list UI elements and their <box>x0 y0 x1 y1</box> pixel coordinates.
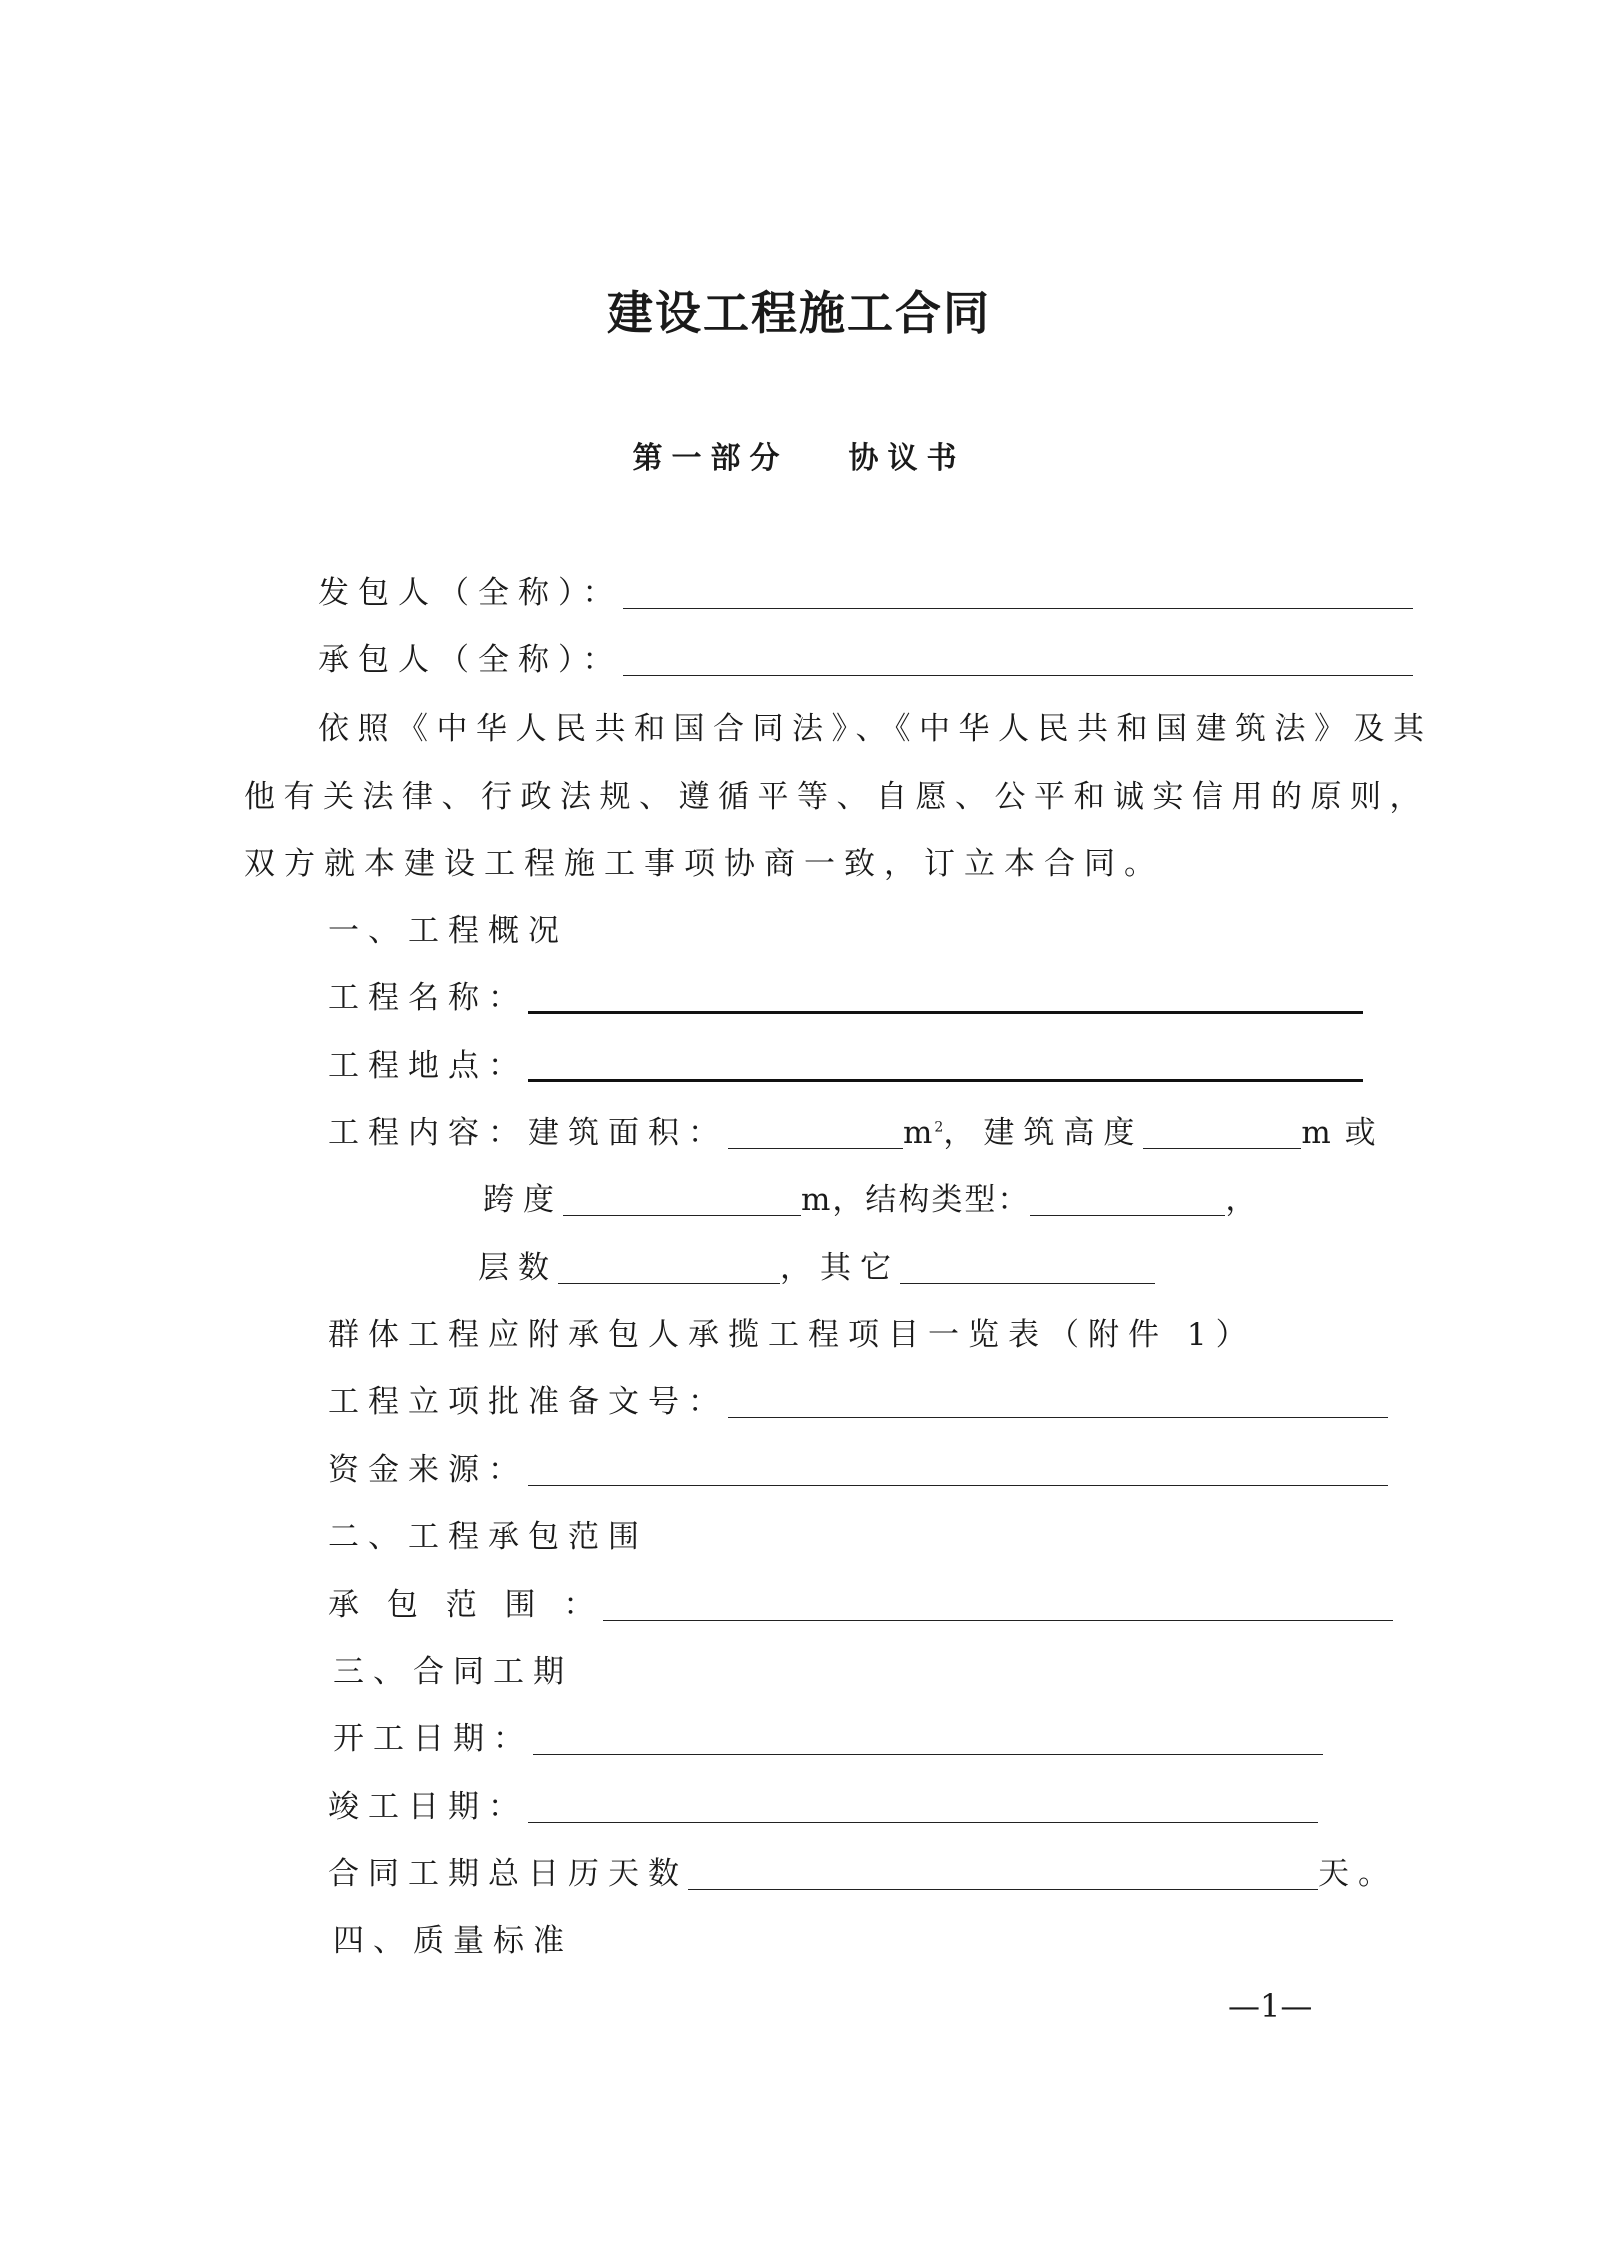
project-location-blank[interactable] <box>528 1051 1363 1082</box>
preamble-line-1: 依照《中华人民共和国合同法》、《中华人民共和国建筑法》及其 <box>318 711 1433 747</box>
total-days-line <box>328 1856 1398 1892</box>
document-title: 建设工程施工合同 <box>607 286 991 340</box>
preamble-line-2: 他有关法律、行政法规、遵循平等、自愿、公平和诚实信用的原则， <box>244 779 1429 815</box>
structure-comma: ， <box>1225 1182 1266 1218</box>
start-date-label: 开工日期： <box>333 1721 533 1757</box>
contractor-line <box>318 642 1413 678</box>
employer-label: 发包人（全称）： <box>318 575 623 611</box>
area-unit: m <box>903 1115 935 1151</box>
end-date-blank[interactable] <box>528 1794 1318 1823</box>
project-name-label: 工程名称： <box>328 980 528 1016</box>
employer-line <box>318 575 1413 611</box>
area-blank[interactable] <box>728 1120 903 1149</box>
project-name-blank[interactable] <box>528 983 1363 1014</box>
scope-blank[interactable] <box>603 1592 1393 1621</box>
section3-heading: 三、合同工期 <box>333 1654 573 1690</box>
area-sup: 2 <box>934 1119 944 1136</box>
fund-line <box>328 1452 1388 1488</box>
span-blank[interactable] <box>563 1187 801 1216</box>
contractor-blank[interactable] <box>623 647 1413 676</box>
height-blank[interactable] <box>1143 1120 1301 1149</box>
approval-blank[interactable] <box>728 1389 1388 1418</box>
project-name-line <box>328 980 1363 1016</box>
part-name: 协议书 <box>848 441 966 476</box>
page-number: —1— <box>1228 1987 1313 2025</box>
structure-blank[interactable] <box>1030 1187 1225 1216</box>
floors-line <box>478 1250 1155 1286</box>
floors-blank[interactable] <box>558 1255 780 1284</box>
total-days-blank[interactable] <box>688 1861 1318 1890</box>
span-label: 跨度 <box>483 1182 563 1218</box>
fund-label: 资金来源： <box>328 1452 528 1488</box>
total-days-label: 合同工期总日历天数 <box>328 1856 688 1892</box>
project-location-line <box>328 1048 1363 1084</box>
other-blank[interactable] <box>900 1255 1155 1284</box>
section4-heading: 四、质量标准 <box>333 1923 573 1959</box>
start-date-blank[interactable] <box>533 1726 1323 1755</box>
scope-line <box>328 1587 1393 1623</box>
span-line <box>483 1182 1266 1218</box>
span-unit: m，结构类型： <box>801 1182 1031 1218</box>
fund-blank[interactable] <box>528 1457 1388 1486</box>
group-note: 群体工程应附承包人承揽工程项目一览表（附件 1） <box>328 1317 1256 1353</box>
project-location-label: 工程地点： <box>328 1048 528 1084</box>
approval-line <box>328 1384 1388 1420</box>
employer-blank[interactable] <box>623 580 1413 609</box>
section1-heading: 一、工程概况 <box>328 913 568 949</box>
preamble-line-3: 双方就本建设工程施工事项协商一致，订立本合同。 <box>244 846 1164 882</box>
total-days-unit: 天。 <box>1318 1856 1398 1892</box>
project-content-line <box>328 1115 1378 1151</box>
contractor-label: 承包人（全称）： <box>318 642 623 678</box>
content-label: 工程内容：建筑面积： <box>328 1115 728 1151</box>
floors-label: 层数 <box>478 1250 558 1286</box>
height-text: ，建筑高度 <box>943 1115 1144 1151</box>
scope-label: 承 包 范 围 ： <box>328 1587 604 1623</box>
part-label: 第一部分 <box>632 441 789 476</box>
part-heading <box>0 441 1598 476</box>
section2-heading: 二、工程承包范围 <box>328 1519 648 1555</box>
start-date-line <box>333 1721 1323 1757</box>
end-date-label: 竣工日期： <box>328 1789 528 1825</box>
height-unit: m 或 <box>1301 1115 1378 1151</box>
other-label: ，其它 <box>780 1250 900 1286</box>
end-date-line <box>328 1789 1318 1825</box>
approval-label: 工程立项批准备文号： <box>328 1384 728 1420</box>
